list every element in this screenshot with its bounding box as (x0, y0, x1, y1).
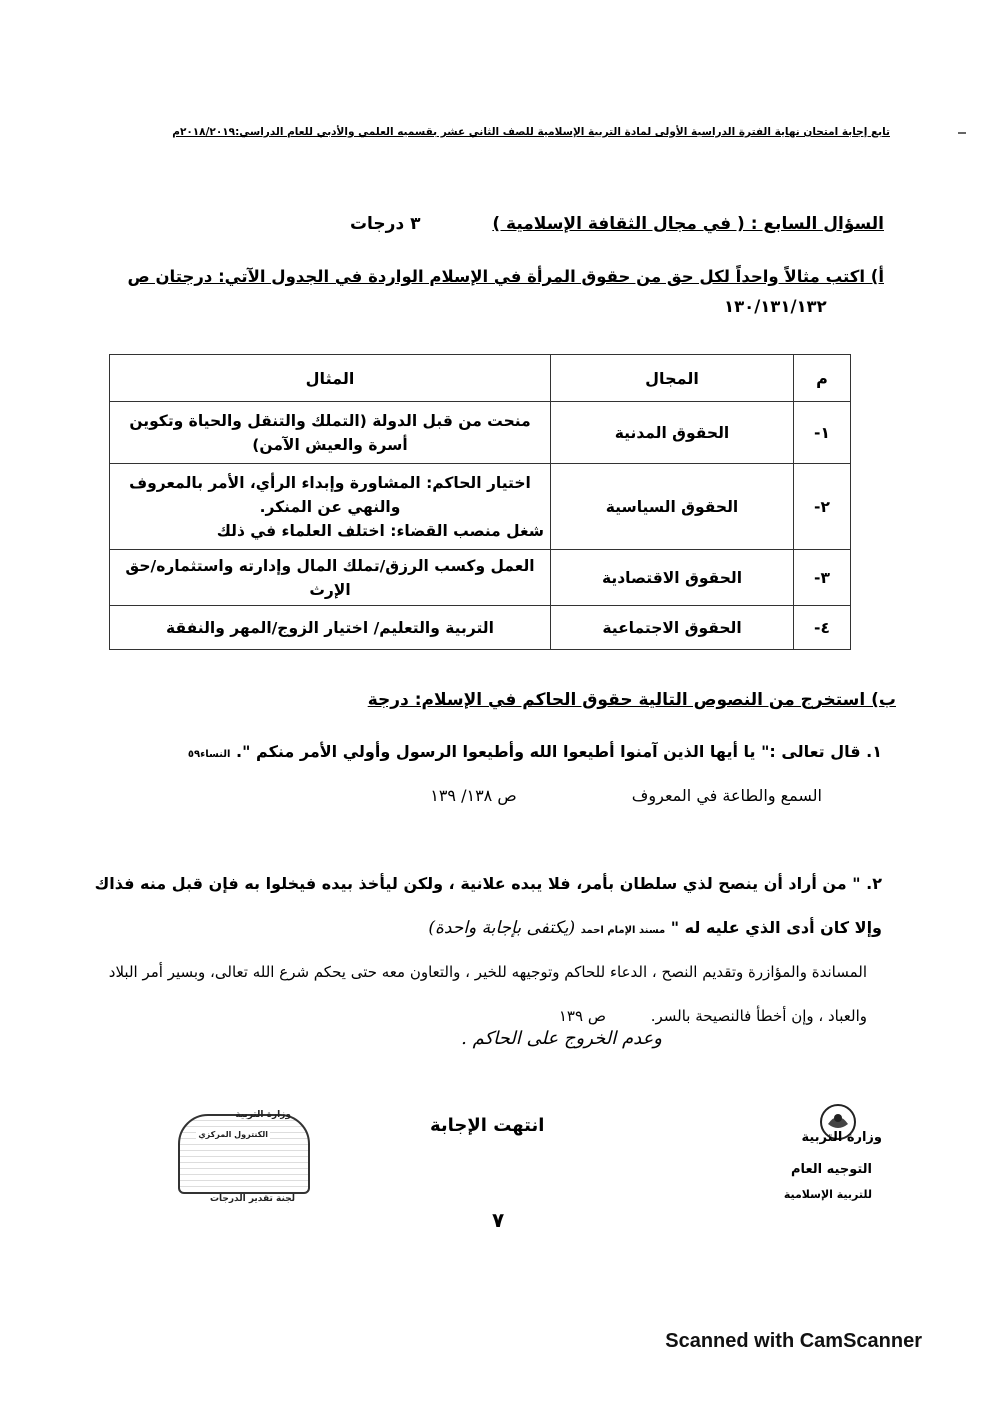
item-1-pages: ص ١٣٨/ ١٣٩ (430, 786, 517, 805)
question-marks: ٣ درجات (349, 214, 421, 234)
header-field: المجال (551, 355, 794, 402)
part-a (94, 262, 884, 322)
logo-line-1: وزارة التربية (801, 1130, 882, 1145)
row-field: الحقوق السياسية (551, 464, 794, 550)
table-row (110, 550, 851, 606)
row-num: ٢- (794, 464, 851, 550)
table-row (110, 464, 851, 550)
row-num: ٤- (794, 606, 851, 650)
scanner-watermark: Scanned with CamScanner (665, 1330, 922, 1352)
row-example-extra: شغل منصب القضاء: اختلف العلماء في ذلك (216, 521, 544, 540)
table-row (110, 402, 851, 464)
table-row (110, 606, 851, 650)
part-b (368, 690, 896, 710)
row-field: الحقوق المدنية (551, 402, 794, 464)
grading-stamp (160, 1108, 325, 1203)
item-2-pages: ص ١٣٩ (558, 1007, 606, 1025)
item-2-source: مسند الإمام احمد (580, 925, 666, 936)
logo-line-2: التوجيه العام (791, 1162, 872, 1177)
question-title (350, 214, 884, 234)
item-1-text: ١. قال تعالى :" يا أيها الذين آمنوا أطيعوا الله وأطيعوا الرسول وأولي الأمر منكم ". (236, 742, 882, 761)
row-example: التربية والتعليم/ اختيار الزوج/المهر والنفقة (110, 606, 551, 650)
document-header: تابع إجابة امتحان نهاية الفترة الدراسية الأولى لمادة التربية الإسلامية للصف الثاني عشر بقسميه العلمي والأدبي للعام الدراسي:٢٠١٨/٢٠١٩م (172, 126, 890, 138)
ministry-logo (770, 1100, 900, 1210)
item-2-handwritten-answer: وعدم الخروج على الحاكم . (461, 1028, 662, 1049)
table-header-row (110, 355, 851, 402)
part-a-instruction: أ) اكتب مثالاً واحداً لكل حق من حقوق المرأة في الإسلام الواردة في الجدول الآتي: درجتان ص (127, 267, 884, 286)
part-b-instruction: ب) استخرج من النصوص التالية حقوق الحاكم في الإسلام: درجة (367, 690, 896, 710)
question-label: السؤال السابع : ( في مجال الثقافة الإسلامية ) (492, 214, 884, 234)
item-2-handwritten-note: (يكتفى بإجابة واحدة) (428, 918, 576, 938)
scan-mark (958, 132, 966, 134)
item-2-text: ٢. " من أراد أن ينصح لذي سلطان بأمر، فلا يبده علانية ، ولكن ليأخذ بيده فيخلوا به فإن قبل منه فذاك وإلا كان أدى الذي عليه له " (94, 874, 882, 937)
item-1 (188, 742, 882, 761)
header-num: م (794, 355, 851, 402)
item-1-source: النساء٥٩ (187, 749, 231, 760)
row-example (110, 464, 551, 550)
row-example: العمل وكسب الرزق/تملك المال وإدارته واستثماره/حق الإرث (110, 550, 551, 606)
stamp-line-1: وزارة التربية (235, 1110, 291, 1120)
end-note: انتهت الإجابة (430, 1115, 545, 1136)
stamp-book-frame (178, 1114, 310, 1194)
row-num: ١- (794, 402, 851, 464)
item-2-answer-text: المساندة والمؤازرة وتقديم النصح ، الدعاء للحاكم وتوجيهه للخير ، والتعاون معه حتى يحكم شرع الله تعالى، وبسير أمر البلاد والعباد ، وإن أخطأ فالنصيحة بالسر. (108, 963, 867, 1025)
item-1-answer-text: السمع والطاعة في المعروف (631, 786, 822, 805)
stamp-line-2: الكنترول المركزي (198, 1130, 268, 1139)
rights-table (109, 354, 851, 650)
item-2-answer (107, 950, 867, 1038)
row-example: منحت من قبل الدولة (التملك والتنقل والحياة وتكوين أسرة والعيش الآمن) (110, 402, 551, 464)
header-example: المثال (110, 355, 551, 402)
item-1-answer (430, 786, 822, 805)
row-field: الحقوق الاقتصادية (551, 550, 794, 606)
row-num: ٣- (794, 550, 851, 606)
logo-line-3: للتربية الإسلامية (783, 1188, 872, 1201)
part-a-pages: ١٣٠/١٣١/١٣٢ (724, 297, 827, 316)
item-2 (92, 862, 882, 953)
row-field: الحقوق الاجتماعية (551, 606, 794, 650)
row-example-main: اختيار الحاكم: المشاورة وإبداء الرأي، الأمر بالمعروف والنهي عن المنكر. (129, 473, 531, 516)
stamp-line-3: لجنة تقدير الدرجات (209, 1194, 295, 1204)
page-number: ٧ (492, 1208, 505, 1232)
